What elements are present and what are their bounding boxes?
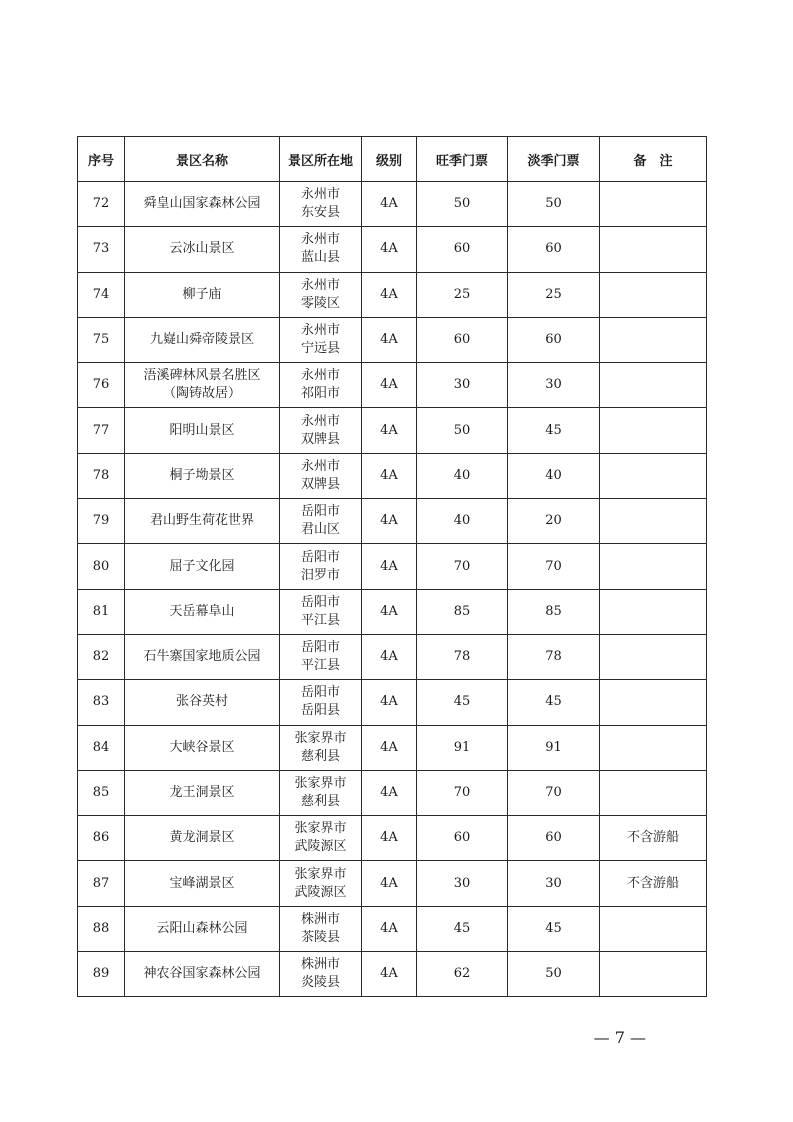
table-row bbox=[78, 499, 707, 544]
cell-name bbox=[125, 680, 280, 725]
cell-location bbox=[280, 453, 362, 498]
cell-off-price: 45 bbox=[508, 906, 600, 951]
cell-location-line: 张家界市 bbox=[294, 821, 347, 837]
cell-location-line: 永州市 bbox=[300, 368, 340, 384]
cell-name bbox=[125, 634, 280, 679]
cell-number: 72 bbox=[78, 182, 125, 227]
cell-location-line: 宁远县 bbox=[300, 341, 340, 357]
cell-location-line: 张家界市 bbox=[294, 866, 347, 882]
cell-name-line: 舜皇山国家森林公园 bbox=[143, 196, 261, 212]
cell-note bbox=[600, 634, 707, 679]
table-body bbox=[78, 182, 707, 997]
cell-location bbox=[280, 816, 362, 861]
cell-location-line: 汨罗市 bbox=[300, 567, 340, 583]
cell-note bbox=[600, 544, 707, 589]
cell-name bbox=[125, 499, 280, 544]
cell-peak-price: 50 bbox=[417, 182, 508, 227]
header-name: 景区名称 bbox=[125, 137, 280, 182]
cell-off-price: 50 bbox=[508, 952, 600, 997]
cell-name-line: 龙王洞景区 bbox=[169, 785, 235, 800]
cell-number: 77 bbox=[78, 408, 125, 453]
cell-off-price: 25 bbox=[508, 272, 600, 317]
cell-off-price: 45 bbox=[508, 408, 600, 453]
cell-note bbox=[600, 272, 707, 317]
cell-location-line: 岳阳市 bbox=[300, 640, 340, 656]
cell-name-line: 大峡谷景区 bbox=[169, 739, 235, 755]
cell-level: 4A bbox=[362, 182, 417, 227]
cell-location-line: 株洲市 bbox=[300, 911, 340, 927]
cell-location-line: 武陵源区 bbox=[294, 884, 347, 900]
table-row bbox=[78, 725, 707, 770]
cell-name bbox=[125, 770, 280, 815]
cell-location-line: 岳阳市 bbox=[300, 549, 340, 565]
table-row bbox=[78, 272, 707, 317]
cell-level: 4A bbox=[362, 816, 417, 861]
table-header-row bbox=[78, 137, 707, 182]
cell-location bbox=[280, 182, 362, 227]
cell-peak-price: 60 bbox=[417, 816, 508, 861]
cell-name bbox=[125, 952, 280, 997]
cell-off-price: 70 bbox=[508, 770, 600, 815]
cell-location bbox=[280, 861, 362, 906]
header-location: 景区所在地 bbox=[280, 137, 362, 182]
scenic-ticket-table bbox=[77, 136, 707, 997]
cell-number: 78 bbox=[78, 453, 125, 498]
cell-name bbox=[125, 816, 280, 861]
cell-level: 4A bbox=[362, 272, 417, 317]
cell-location bbox=[280, 499, 362, 544]
cell-note bbox=[600, 952, 707, 997]
table-row bbox=[78, 680, 707, 725]
header-off-price: 淡季门票 bbox=[508, 137, 600, 182]
table-row bbox=[78, 589, 707, 634]
cell-note: 不含游船 bbox=[600, 816, 707, 861]
cell-name-line: 云阳山森林公园 bbox=[156, 920, 248, 936]
cell-location-line: 平江县 bbox=[300, 612, 340, 628]
cell-peak-price: 70 bbox=[417, 770, 508, 815]
cell-location bbox=[280, 770, 362, 815]
cell-note bbox=[600, 680, 707, 725]
cell-location bbox=[280, 725, 362, 770]
cell-name-line: 九嶷山舜帝陵景区 bbox=[149, 332, 254, 348]
cell-level: 4A bbox=[362, 317, 417, 362]
cell-name bbox=[125, 182, 280, 227]
table-row bbox=[78, 317, 707, 362]
cell-peak-price: 62 bbox=[417, 952, 508, 997]
cell-location-line: 蓝山县 bbox=[300, 250, 340, 266]
cell-name-line: 神农谷国家森林公园 bbox=[143, 966, 261, 982]
cell-level: 4A bbox=[362, 363, 417, 408]
cell-location bbox=[280, 544, 362, 589]
cell-off-price: 45 bbox=[508, 680, 600, 725]
cell-name-line: 屈子文化园 bbox=[169, 558, 235, 574]
cell-location-line: 岳阳市 bbox=[300, 504, 340, 520]
cell-off-price: 60 bbox=[508, 227, 600, 272]
cell-level: 4A bbox=[362, 725, 417, 770]
header-peak-price: 旺季门票 bbox=[417, 137, 508, 182]
cell-number: 80 bbox=[78, 544, 125, 589]
cell-location-line: 永州市 bbox=[300, 323, 340, 339]
cell-level: 4A bbox=[362, 952, 417, 997]
cell-off-price: 30 bbox=[508, 363, 600, 408]
cell-number: 81 bbox=[78, 589, 125, 634]
cell-name-line: 桐子坳景区 bbox=[169, 467, 235, 483]
cell-note bbox=[600, 725, 707, 770]
cell-note bbox=[600, 589, 707, 634]
cell-off-price: 50 bbox=[508, 182, 600, 227]
cell-note bbox=[600, 227, 707, 272]
cell-number: 73 bbox=[78, 227, 125, 272]
cell-number: 87 bbox=[78, 861, 125, 906]
table-row bbox=[78, 770, 707, 815]
cell-level: 4A bbox=[362, 770, 417, 815]
cell-level: 4A bbox=[362, 634, 417, 679]
cell-location-line: 张家界市 bbox=[294, 776, 347, 791]
cell-number: 84 bbox=[78, 725, 125, 770]
cell-note bbox=[600, 453, 707, 498]
cell-note bbox=[600, 770, 707, 815]
cell-name bbox=[125, 227, 280, 272]
cell-name bbox=[125, 906, 280, 951]
cell-name bbox=[125, 363, 280, 408]
cell-peak-price: 30 bbox=[417, 861, 508, 906]
cell-number: 85 bbox=[78, 770, 125, 815]
table-row bbox=[78, 634, 707, 679]
cell-location-line: 东安县 bbox=[300, 205, 340, 221]
cell-location-line: 岳阳市 bbox=[300, 594, 340, 610]
cell-location-line: 岳阳市 bbox=[300, 685, 340, 701]
cell-level: 4A bbox=[362, 589, 417, 634]
cell-peak-price: 25 bbox=[417, 272, 508, 317]
cell-location-line: 永州市 bbox=[300, 232, 340, 248]
cell-off-price: 20 bbox=[508, 499, 600, 544]
cell-location bbox=[280, 680, 362, 725]
cell-location-line: 慈利县 bbox=[300, 748, 340, 764]
cell-level: 4A bbox=[362, 680, 417, 725]
table-row bbox=[78, 906, 707, 951]
header-number: 序号 bbox=[78, 137, 125, 182]
cell-location-line: 双牌县 bbox=[300, 431, 340, 447]
table-row bbox=[78, 816, 707, 861]
cell-location-line: 株洲市 bbox=[300, 957, 340, 973]
cell-peak-price: 78 bbox=[417, 634, 508, 679]
cell-name-line: 张谷英村 bbox=[175, 694, 228, 710]
cell-name bbox=[125, 317, 280, 362]
table-row bbox=[78, 182, 707, 227]
cell-note bbox=[600, 906, 707, 951]
cell-name-line: 君山野生荷花世界 bbox=[149, 513, 254, 529]
cell-name bbox=[125, 861, 280, 906]
cell-peak-price: 50 bbox=[417, 408, 508, 453]
cell-location-line: 武陵源区 bbox=[294, 839, 347, 855]
cell-off-price: 40 bbox=[508, 453, 600, 498]
cell-number: 74 bbox=[78, 272, 125, 317]
cell-note bbox=[600, 363, 707, 408]
header-level: 级别 bbox=[362, 137, 417, 182]
cell-location bbox=[280, 408, 362, 453]
cell-level: 4A bbox=[362, 861, 417, 906]
table-row bbox=[78, 861, 707, 906]
cell-number: 76 bbox=[78, 363, 125, 408]
cell-note bbox=[600, 182, 707, 227]
cell-number: 83 bbox=[78, 680, 125, 725]
cell-location-line: 双牌县 bbox=[300, 476, 340, 492]
cell-name-line: 黄龙洞景区 bbox=[169, 830, 235, 846]
cell-name bbox=[125, 453, 280, 498]
cell-name-line: （陶铸故居） bbox=[162, 386, 241, 402]
cell-location-line: 祁阳市 bbox=[300, 386, 340, 402]
cell-name-line: 天岳幕阜山 bbox=[169, 603, 235, 619]
cell-off-price: 30 bbox=[508, 861, 600, 906]
cell-number: 82 bbox=[78, 634, 125, 679]
cell-peak-price: 45 bbox=[417, 906, 508, 951]
cell-location-line: 慈利县 bbox=[300, 794, 340, 809]
cell-peak-price: 70 bbox=[417, 544, 508, 589]
cell-peak-price: 85 bbox=[417, 589, 508, 634]
cell-name-line: 阳明山景区 bbox=[169, 422, 235, 438]
cell-location-line: 张家界市 bbox=[294, 730, 347, 746]
cell-location bbox=[280, 317, 362, 362]
cell-peak-price: 91 bbox=[417, 725, 508, 770]
cell-location-line: 炎陵县 bbox=[300, 975, 340, 991]
table-row bbox=[78, 363, 707, 408]
table-row bbox=[78, 453, 707, 498]
cell-name-line: 浯溪碑林风景名胜区 bbox=[143, 368, 261, 384]
cell-location-line: 永州市 bbox=[300, 187, 340, 203]
cell-location-line: 岳阳县 bbox=[300, 703, 340, 719]
cell-name bbox=[125, 408, 280, 453]
cell-location bbox=[280, 589, 362, 634]
cell-off-price: 60 bbox=[508, 317, 600, 362]
cell-location-line: 茶陵县 bbox=[300, 929, 340, 945]
cell-level: 4A bbox=[362, 906, 417, 951]
cell-number: 86 bbox=[78, 816, 125, 861]
cell-location-line: 永州市 bbox=[300, 413, 340, 429]
cell-location bbox=[280, 634, 362, 679]
cell-location-line: 平江县 bbox=[300, 658, 340, 674]
cell-note bbox=[600, 317, 707, 362]
cell-name-line: 云冰山景区 bbox=[169, 241, 235, 257]
cell-location bbox=[280, 272, 362, 317]
cell-location bbox=[280, 906, 362, 951]
cell-peak-price: 60 bbox=[417, 317, 508, 362]
cell-name bbox=[125, 725, 280, 770]
cell-number: 79 bbox=[78, 499, 125, 544]
cell-number: 89 bbox=[78, 952, 125, 997]
cell-level: 4A bbox=[362, 227, 417, 272]
page-number: — 7 — bbox=[593, 1028, 646, 1047]
cell-level: 4A bbox=[362, 499, 417, 544]
cell-off-price: 70 bbox=[508, 544, 600, 589]
cell-peak-price: 60 bbox=[417, 227, 508, 272]
cell-note bbox=[600, 499, 707, 544]
cell-off-price: 91 bbox=[508, 725, 600, 770]
cell-note bbox=[600, 408, 707, 453]
cell-number: 88 bbox=[78, 906, 125, 951]
cell-location bbox=[280, 363, 362, 408]
cell-name-line: 石牛寨国家地质公园 bbox=[143, 649, 261, 665]
cell-off-price: 85 bbox=[508, 589, 600, 634]
cell-location-line: 零陵区 bbox=[300, 295, 340, 311]
cell-location-line: 永州市 bbox=[300, 277, 340, 293]
cell-peak-price: 30 bbox=[417, 363, 508, 408]
cell-name-line: 柳子庙 bbox=[182, 286, 222, 302]
cell-name bbox=[125, 589, 280, 634]
cell-location bbox=[280, 227, 362, 272]
cell-name bbox=[125, 272, 280, 317]
cell-peak-price: 40 bbox=[417, 453, 508, 498]
header-note: 备 注 bbox=[600, 137, 707, 182]
table-row bbox=[78, 408, 707, 453]
table-row bbox=[78, 544, 707, 589]
cell-peak-price: 40 bbox=[417, 499, 508, 544]
cell-location bbox=[280, 952, 362, 997]
cell-name bbox=[125, 544, 280, 589]
table-row bbox=[78, 952, 707, 997]
cell-level: 4A bbox=[362, 408, 417, 453]
cell-level: 4A bbox=[362, 453, 417, 498]
cell-peak-price: 45 bbox=[417, 680, 508, 725]
cell-location-line: 永州市 bbox=[300, 458, 340, 474]
table-row bbox=[78, 227, 707, 272]
cell-off-price: 60 bbox=[508, 816, 600, 861]
cell-name-line: 宝峰湖景区 bbox=[169, 875, 235, 891]
cell-level: 4A bbox=[362, 544, 417, 589]
cell-off-price: 78 bbox=[508, 634, 600, 679]
cell-location-line: 君山区 bbox=[300, 522, 340, 538]
cell-note: 不含游船 bbox=[600, 861, 707, 906]
cell-number: 75 bbox=[78, 317, 125, 362]
